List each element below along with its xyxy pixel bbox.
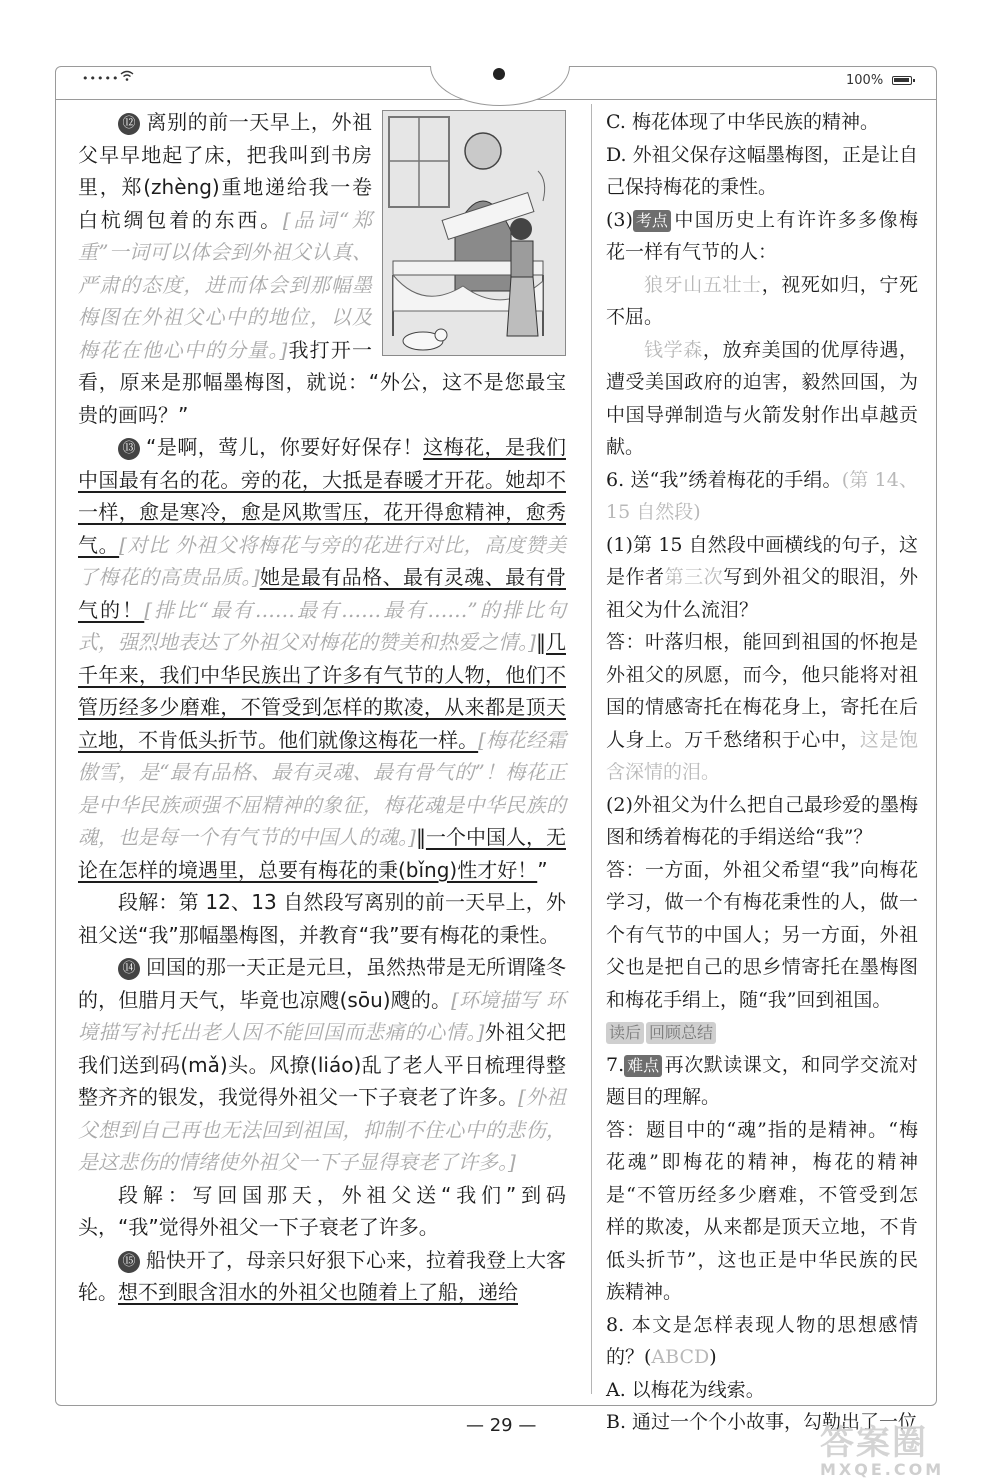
q3-line-2 — [606, 334, 918, 464]
q8-answer: ABCD — [651, 1346, 710, 1368]
p13-underlined-2: 她是最有品格、最有灵魂、最有骨气的！ — [78, 565, 566, 622]
watermark-logo — [820, 1415, 980, 1479]
q6-1-answer-faint: 这是饱含深情的泪。 — [606, 728, 918, 783]
question-7 — [606, 1049, 918, 1114]
paragraph-15 — [78, 1244, 566, 1309]
question-6-2: (2)外祖父为什么把自己最珍爱的墨梅图和绣着梅花的手绢送给“我”？ — [606, 793, 918, 848]
answer-7: 答：题目中的“魂”指的是精神。“梅花魂”即梅花的精神，梅花的精神是“不管历经多少磨难，不管受到怎样的欺凌，从来都是顶天立地，不肯低头折节”，这也正是中华民族的民族精神。 — [606, 1118, 918, 1303]
q6-1-answer: 答：叶落归根，能回到祖国的怀抱是外祖父的夙愿，而今，他只能将对祖国的情感寄托在梅花身上，寄托在后人身上。万千愁绪积于心中， — [606, 631, 918, 751]
q6-1-text: (1)第 15 自然段中画横线的句子，这是作者 — [606, 533, 918, 588]
p14-text-a: 回国的那一天正是元旦，虽然热带是无所谓隆冬的，但腊月天气，毕竟也凉飕(sōu)飕的。 — [78, 955, 566, 1012]
q3-text: 中国历史上有许许多多像梅花一样有气节的人： — [606, 208, 918, 263]
paragraph-number-14: ⑭ — [118, 958, 140, 980]
option-d: D. 外祖父保存这幅墨梅图，正是让自己保持梅花的秉性。 — [606, 143, 918, 198]
p13-underlined-3: 几千年来，我们中华民族出了许多有气节的人物，他们不管历经多少磨难，不管受到怎样的欺凌，从来都是顶天立地，不肯低头折节。他们就像这梅花一样。 — [78, 630, 566, 752]
paragraph-13 — [78, 431, 566, 886]
paragraph-number-13: ⑬ — [118, 438, 140, 460]
q8-text: 8. 本文是怎样表现人物的思想感情的？( — [606, 1313, 918, 1368]
answer-6-2: 答：一方面，外祖父希望“我”向梅花学习，做一个有梅花秉性的人，做一个有气节的中国人；另一方面，外祖父也是把自己的思乡情寄托在墨梅图和梅花手绢上，随“我”回到祖国。 — [606, 858, 918, 1011]
question-6-1 — [606, 529, 918, 627]
p12-text: 离别的前一天早上，外祖父早早地起了床，把我叫到书房里，郑(zhèng)重地递给我一卷白杭绸包着的东西。 — [78, 110, 372, 232]
p13-annotation-2: [排比“最有……最有……最有……”的排比句式，强烈地表达了外祖父对梅花的赞美和热爱之情。] — [78, 597, 566, 654]
paragraph-number-12: ⑫ — [118, 113, 140, 135]
right-column — [606, 106, 918, 1439]
section-header — [606, 1016, 918, 1049]
camera-dot — [493, 68, 505, 80]
left-column — [78, 106, 566, 1309]
q3-line-2-text: ，放弃美国的优厚待遇，遭受美国政府的迫害，毅然回国，为中国导弹制造与火箭发射作出卓越贡献。 — [606, 338, 918, 458]
p13-underlined-1: 这梅花，是我们中国最有名的花。旁的花，大抵是春暖才开花。她却不一样，愈是寒冷，愈是风欺雪压，花开得愈精神，愈秀气。 — [78, 435, 566, 557]
answer-6-1 — [606, 626, 918, 789]
q8-close: ) — [709, 1346, 717, 1368]
question-3 — [606, 204, 918, 269]
q6-1-tail: 写到外祖父的眼泪，外祖父为什么流泪？ — [606, 566, 918, 621]
tag-kaodian: 考点 — [633, 210, 671, 232]
q3-line-1-text: ，视死如归，宁死不屈。 — [606, 273, 918, 328]
q7-prefix: 7. — [606, 1053, 625, 1076]
p15-text-a: 船快开了，母亲只好狠下心来，拉着我登上大客轮。 — [78, 1247, 566, 1304]
q8-option-a: A. 以梅花为线索。 — [606, 1378, 765, 1401]
p13-annotation-1: [对比 外祖父将梅花与旁的花进行对比，高度赞美了梅花的高贵品质。] — [78, 532, 566, 589]
p13-underlined-4: 一个中国人，无论在怎样的境遇里，总要有梅花的秉(bǐng)性才好！ — [78, 825, 566, 882]
column-divider — [591, 104, 592, 1394]
q3-prefix: (3) — [606, 208, 633, 231]
question-8 — [606, 1309, 918, 1374]
p15-underlined: 想不到眼含泪水的外祖父也随着上了船，递给 — [118, 1280, 518, 1304]
section-tag-2: 回顾总结 — [646, 1022, 716, 1044]
q3-line-1 — [606, 269, 918, 334]
tag-nandian: 难点 — [624, 1055, 662, 1077]
watermark-top: 答案圈 — [820, 1423, 928, 1463]
p13-annotation-3: [梅花经霜傲雪，是“最有品格、最有灵魂、最有骨气的”！梅花正是中华民族顽强不屈精神的象征，梅花魂是中华民族的魂，也是每一个有气节的中国人的魂。] — [78, 727, 566, 849]
p12-tail: 我打开一看，原来是那幅墨梅图，就说：“外公，这不是您最宝贵的画吗？” — [78, 337, 566, 427]
q6-1-answer-blank: 第三次 — [664, 566, 724, 588]
p14-annotation-2: [外祖父想到自己再也无法回到祖国，抑制不住心中的悲伤，是这悲伤的情绪使外祖父一下子显得衰老了许多。] — [78, 1085, 566, 1174]
q3-answer-1: 狼牙山五壮士 — [644, 273, 762, 296]
q3-answer-2: 钱学森 — [644, 338, 703, 361]
q7-text: 再次默读课文，和同学交流对题目的理解。 — [606, 1053, 918, 1108]
page-number: — 29 — — [466, 1415, 537, 1436]
summary-12-13: 段解：第 12、13 自然段写离别的前一天早上，外祖父送“我”那幅墨梅图，并教育“我”要有梅花的秉性。 — [78, 890, 566, 947]
p13-end: ” — [537, 857, 548, 882]
p13-separator-1: ‖ — [535, 630, 546, 654]
question-6 — [606, 464, 918, 529]
battery-icon — [892, 76, 912, 85]
p13-text-a: “是啊，莺儿，你要好好保存！ — [146, 435, 424, 459]
wifi-icon — [120, 70, 134, 82]
p12-annotation: [品词“郑重”一词可以体会到外祖父认真、严肃的态度，进而体会到那幅墨梅图在外祖父心中的地位，以及梅花在他心中的分量。] — [78, 207, 373, 362]
watermark-bottom: MXQE.COM — [820, 1460, 945, 1479]
p14-text-b: 外祖父把我们送到码(mǎ)头。风撩(liáo)乱了老人平日梳理得整整齐齐的银发，我觉得外祖父一下子衰老了许多。 — [78, 1020, 566, 1109]
option-c: C. 梅花体现了中华民族的精神。 — [606, 111, 879, 133]
paragraph-14 — [78, 951, 566, 1179]
q6-note: (第 14、15 自然段) — [606, 468, 918, 523]
battery-percent: 100% — [846, 73, 884, 88]
paragraph-number-15: ⑮ — [118, 1251, 140, 1273]
q6-title: 6. 送“我”绣着梅花的手绢。 — [606, 468, 842, 491]
q8-option-b: B. 通过一个个小故事，勾勒出了一位 — [606, 1411, 918, 1433]
illustration-grandfather-scroll — [382, 110, 566, 356]
summary-14: 段解：写回国那天，外祖父送“我们”到码头，“我”觉得外祖父一下子衰老了许多。 — [78, 1182, 566, 1239]
section-tag-1: 读后 — [606, 1022, 644, 1044]
signal-icon: ••••• — [82, 72, 120, 85]
p14-annotation-1: [环境描写 环境描写衬托出老人因不能回国而悲痛的心情。] — [78, 987, 566, 1044]
p13-separator-2: ‖ — [415, 825, 426, 849]
